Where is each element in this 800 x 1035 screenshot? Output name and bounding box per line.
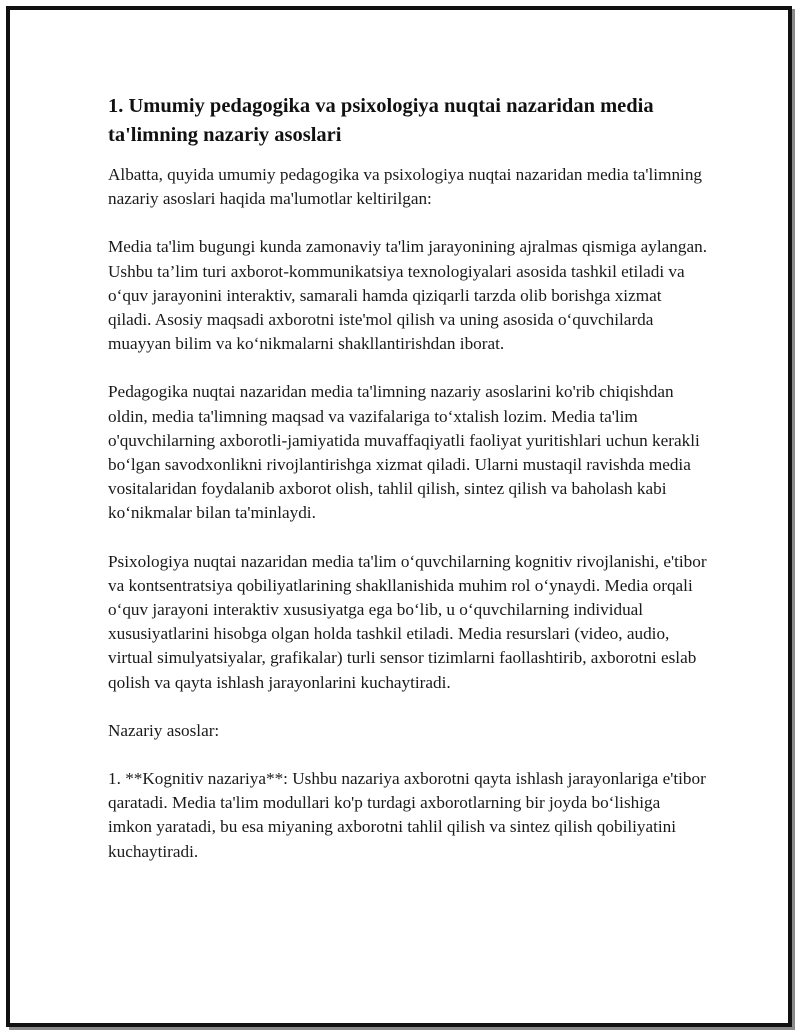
pedagogy-paragraph: Pedagogika nuqtai nazaridan media ta'limning nazariy asoslarini ko'rib chiqishdan oldin, media ta'limning maqsad va vazifalariga to‘xtalish lozim. Media ta'lim o'quvchilarning axborotli-jamiyatida muvaffaqiyatli faoliyat yuritishlari uchun kerakli bo‘lgan savodxonlikni rivojlantirishga xizmat qiladi. Ularni mustaqil ravishda media vositalaridan foydalanib axborot olish, tahlil qilish, sintez qilish va baholash kabi ko‘nikmalar bilan ta'minlaydi. <box>108 382 700 523</box>
intro-paragraph: Albatta, quyida umumiy pedagogika va psixologiya nuqtai nazaridan media ta'limning nazariy asoslari haqida ma'lumotlar keltirilgan: <box>108 165 703 209</box>
cognitive-theory-paragraph: 1. **Kognitiv nazariya**: Ushbu nazariya axborotni qayta ishlash jarayonlariga e'tibor qaratadi. Media ta'lim modullari ko'p turdagi axborotlarning bir joyda bo‘lishiga imkon yaratadi, bu esa miyaning axborotni tahlil qilish va sintez qilish qobiliyatini kuchaytiradi. <box>108 769 706 861</box>
theory-heading-paragraph: Nazariy asoslar: <box>108 720 220 740</box>
document-body <box>108 92 708 888</box>
psychology-paragraph: Psixologiya nuqtai nazaridan media ta'lim o‘quvchilarning kognitiv rivojlanishi, e'tibor va kontsentratsiya qobiliyatlarining shakllanishida muhim rol o‘ynaydi. Media orqali o‘quv jarayoni interaktiv xususiyatga ega bo‘lib, u o‘quvchilarning individual xususiyatlarini hisobga olgan holda tashkil etiladi. Media resurslari (video, audio, virtual simulyatsiyalar, grafikalar) turli sensor tizimlarni faollashtirib, axborotni eslab qolish va qayta ishlash jarayonlarini kuchaytiradi. <box>108 551 707 692</box>
media-education-paragraph: Media ta'lim bugungi kunda zamonaviy ta'lim jarayonining ajralmas qismiga aylangan. Ushbu ta’lim turi axborot-kommunikatsiya texnologiyalari asosida tashkil etiladi va o‘quv jarayonini interaktiv, samarali hamda qiziqarli tarzda olib borishga xizmat qiladi. Asosiy maqsadi axborotni iste'mol qilish va uning asosida o‘quvchilarda muayyan bilim va ko‘nikmalarni shakllantirishdan iborat. <box>108 237 708 354</box>
document-title: 1. Umumiy pedagogika va psixologiya nuqtai nazaridan media ta'limning nazariy asoslari <box>108 95 654 146</box>
